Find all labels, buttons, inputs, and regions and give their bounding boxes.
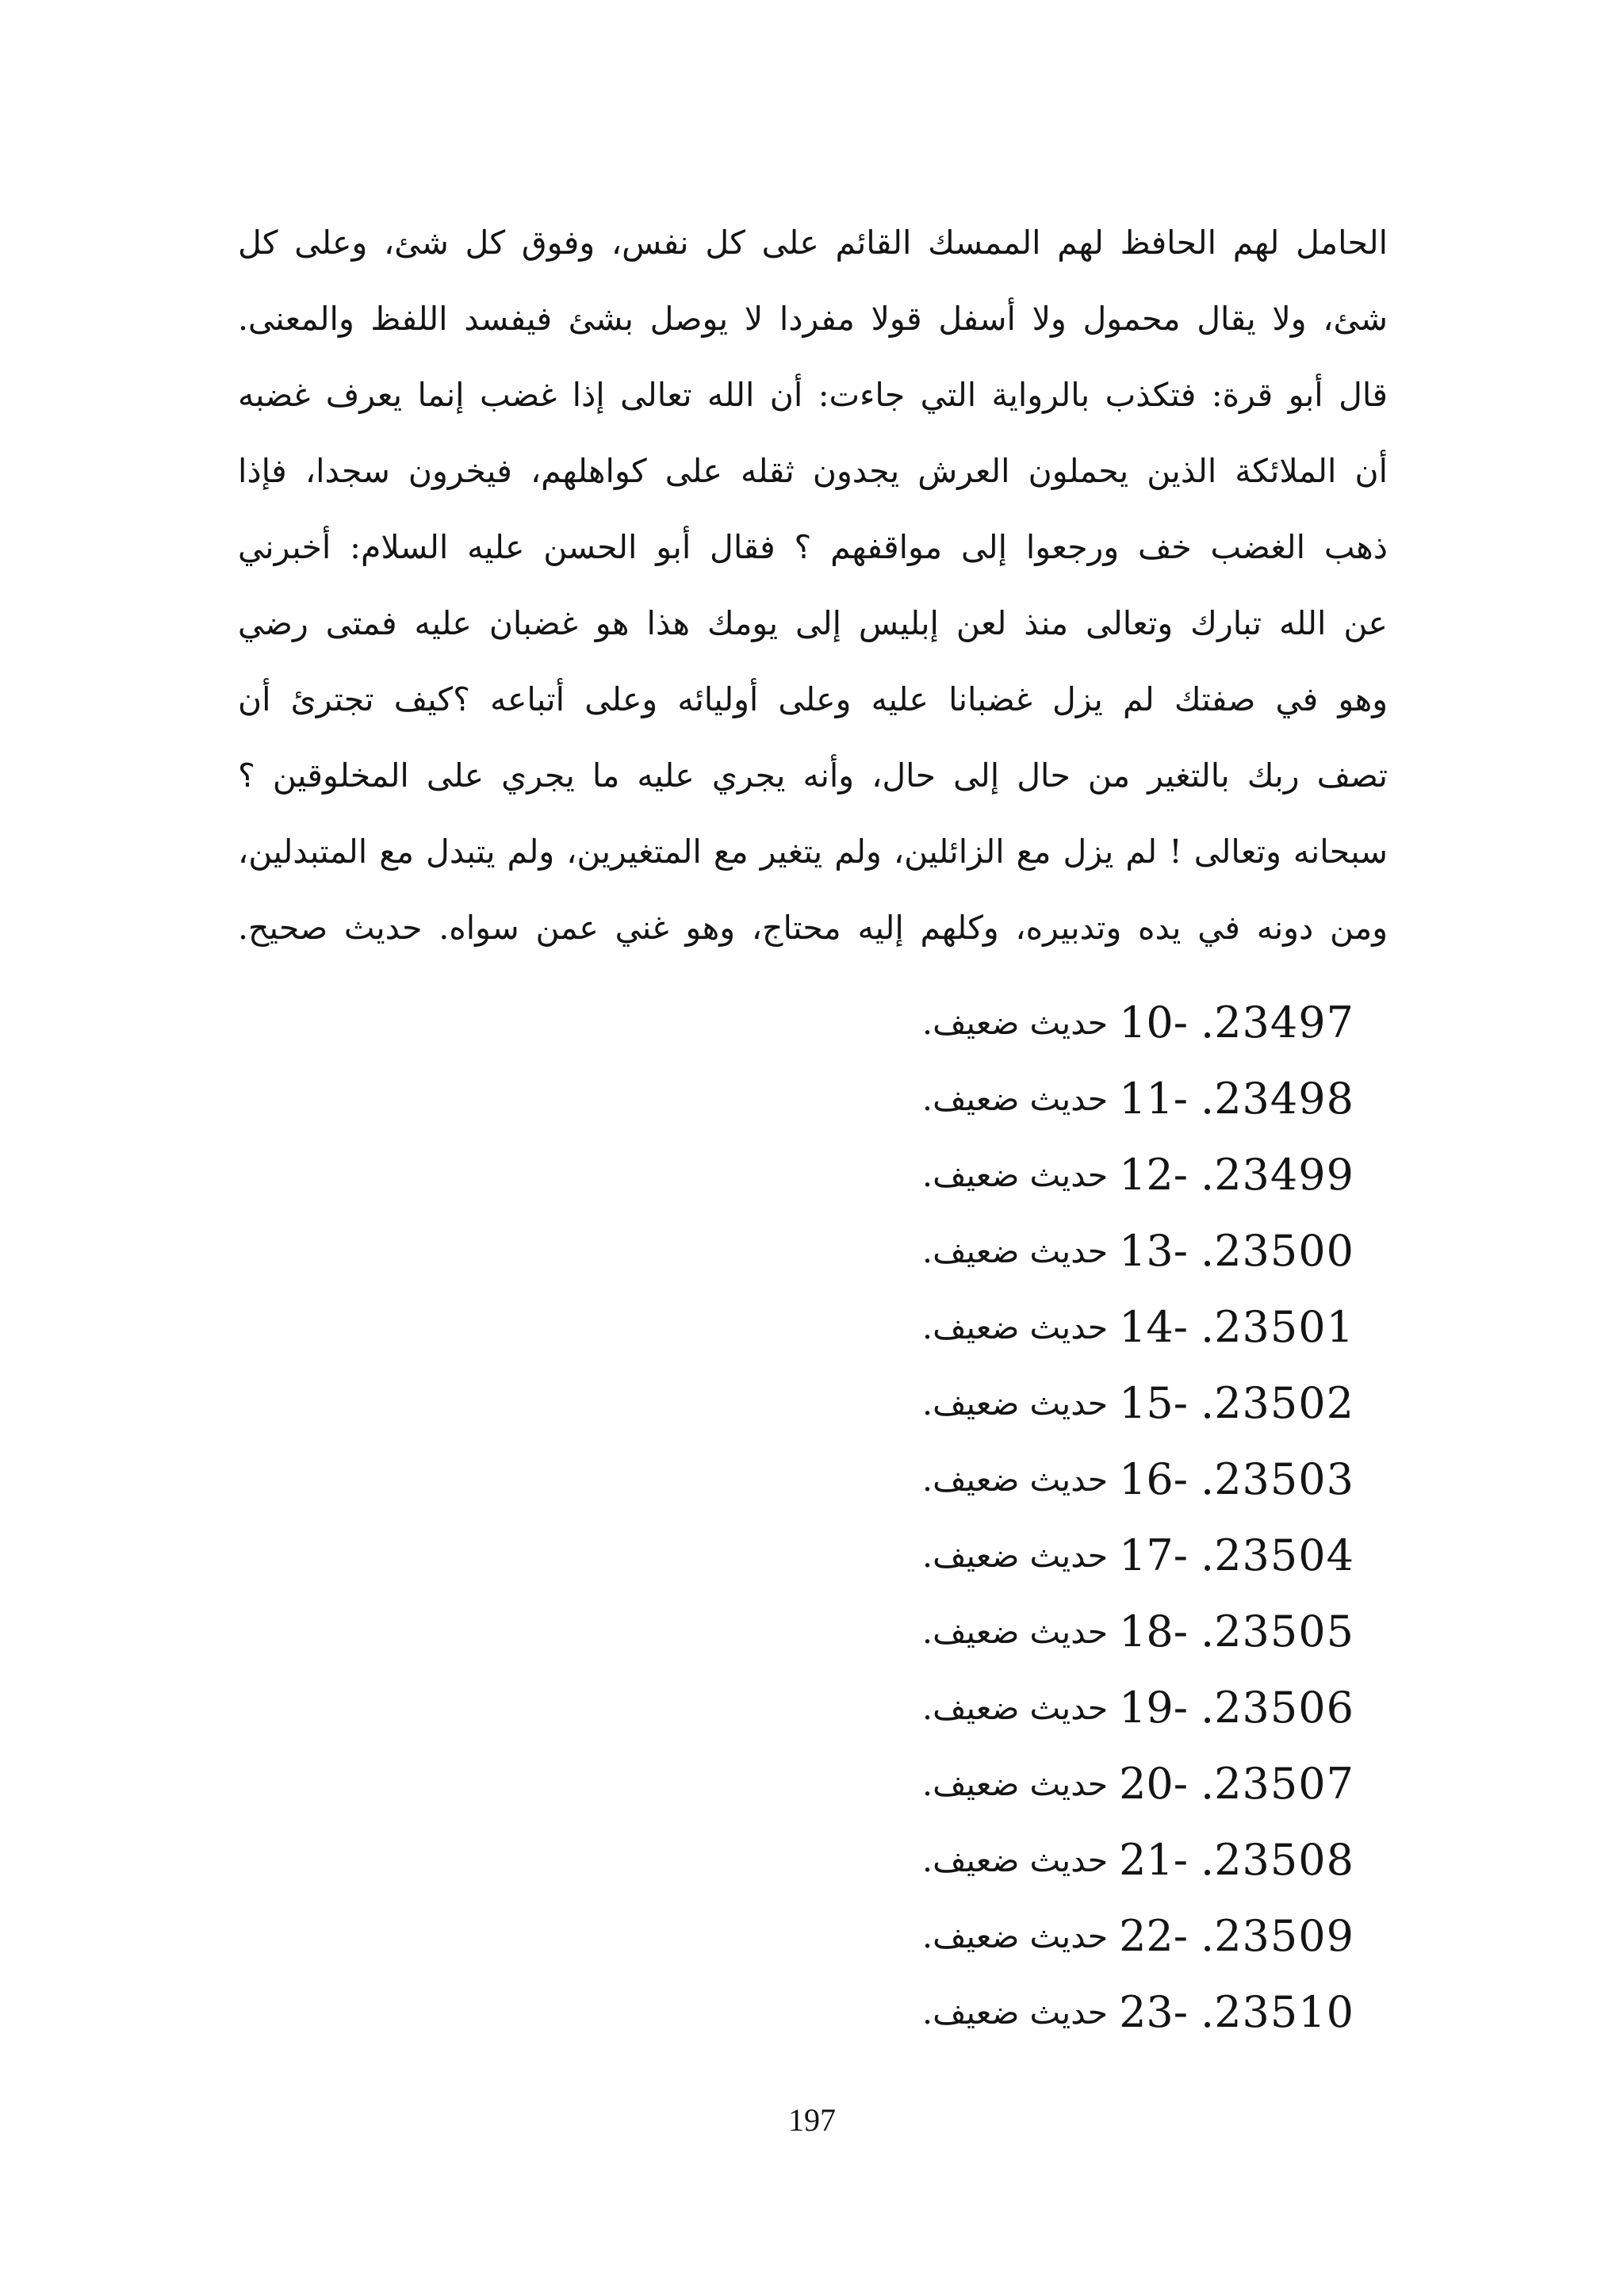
entry-number: 23499: [1214, 1150, 1354, 1200]
hadith-entry-list: [0, 985, 1354, 2051]
entry-grade: حديث ضعيف.: [922, 1689, 1109, 1727]
list-item: [0, 1594, 1354, 1670]
entry-grade: حديث ضعيف.: [922, 1765, 1109, 1803]
entry-grade: حديث ضعيف.: [922, 1156, 1109, 1194]
entry-grade: حديث ضعيف.: [922, 1308, 1109, 1346]
paragraph-line: عن الله تبارك وتعالى منذ لعن إبليس إلى يومك هذا هو غضبان عليه فمتى رضي: [238, 604, 1388, 642]
list-item: [0, 1898, 1354, 1974]
list-item: [0, 1822, 1354, 1898]
entry-separator: .: [1201, 1454, 1215, 1504]
list-item: [0, 1061, 1354, 1137]
entry-number: 23500: [1214, 1226, 1354, 1276]
paragraph-line: وهو في صفتك لم يزل غضبانا عليه وعلى أوليائه وعلى أتباعه ؟كيف تجترئ أن: [238, 680, 1388, 718]
entry-separator: .: [1201, 1074, 1215, 1124]
list-item: [0, 1974, 1354, 2051]
entry-sub-number: 17-: [1119, 1530, 1189, 1580]
entry-sub-number: 22-: [1119, 1911, 1189, 1961]
entry-sub-number: 11-: [1119, 1074, 1189, 1124]
entry-grade: حديث ضعيف.: [922, 1917, 1109, 1955]
entry-separator: .: [1201, 998, 1215, 1047]
paragraph-line: ومن دونه في يده وتدبيره، وكلهم إليه محتاج، وهو غني عمن سواه. حديث صحيح.: [238, 909, 1388, 947]
entry-separator: .: [1201, 1378, 1215, 1428]
entry-number: 23508: [1214, 1835, 1354, 1885]
page-number: 197: [788, 2102, 836, 2138]
entry-grade: حديث ضعيف.: [922, 1537, 1109, 1575]
entry-grade: حديث ضعيف.: [922, 1841, 1109, 1879]
list-item: [0, 1365, 1354, 1442]
entry-sub-number: 14-: [1119, 1302, 1189, 1352]
entry-separator: .: [1201, 1302, 1215, 1352]
list-item: [0, 1137, 1354, 1213]
paragraph-line: قال أبو قرة: فتكذب بالرواية التي جاءت: أن الله تعالى إذا غضب إنما يعرف غضبه: [238, 376, 1388, 414]
entry-sub-number: 12-: [1119, 1150, 1189, 1200]
entry-number: 23501: [1214, 1302, 1354, 1352]
entry-number: 23504: [1214, 1530, 1354, 1580]
hadith-paragraph: [238, 205, 1388, 966]
entry-number: 23498: [1214, 1074, 1354, 1124]
entry-sub-number: 20-: [1119, 1759, 1189, 1809]
entry-grade: حديث ضعيف.: [922, 1613, 1109, 1651]
entry-separator: .: [1201, 1759, 1215, 1809]
entry-separator: .: [1201, 1683, 1215, 1733]
list-item: [0, 1289, 1354, 1365]
entry-grade: حديث ضعيف.: [922, 1232, 1109, 1270]
list-item: [0, 1670, 1354, 1746]
list-item: [0, 1442, 1354, 1518]
entry-sub-number: 19-: [1119, 1683, 1189, 1733]
entry-separator: .: [1201, 1150, 1215, 1200]
entry-separator: .: [1201, 1911, 1215, 1961]
paragraph-line: الحامل لهم الحافظ لهم الممسك القائم على كل نفس، وفوق كل شئ، وعلى كل: [238, 224, 1388, 262]
entry-separator: .: [1201, 1835, 1215, 1885]
paragraph-line: ذهب الغضب خف ورجعوا إلى مواقفهم ؟ فقال أبو الحسن عليه السلام: أخبرني: [238, 528, 1388, 566]
entry-sub-number: 15-: [1119, 1378, 1189, 1428]
entry-sub-number: 13-: [1119, 1226, 1189, 1276]
entry-grade: حديث ضعيف.: [922, 1004, 1109, 1042]
paragraph-line: سبحانه وتعالى ! لم يزل مع الزائلين، ولم يتغير مع المتغيرين، ولم يتبدل مع المتبدلين،: [238, 833, 1388, 871]
paragraph-line: تصف ربك بالتغير من حال إلى حال، وأنه يجري عليه ما يجري على المخلوقين ؟: [238, 756, 1388, 795]
entry-number: 23509: [1214, 1911, 1354, 1961]
entry-number: 23497: [1214, 998, 1354, 1047]
entry-separator: .: [1201, 1607, 1215, 1656]
entry-sub-number: 16-: [1119, 1454, 1189, 1504]
entry-sub-number: 10-: [1119, 998, 1189, 1047]
entry-number: 23507: [1214, 1759, 1354, 1809]
entry-grade: حديث ضعيف.: [922, 1993, 1109, 2032]
entry-separator: .: [1201, 1530, 1215, 1580]
entry-number: 23510: [1214, 1987, 1354, 2037]
paragraph-line: أن الملائكة الذين يحملون العرش يجدون ثقله على كواهلهم، فيخرون سجدا، فإذا: [238, 452, 1388, 490]
entry-number: 23506: [1214, 1683, 1354, 1733]
list-item: [0, 985, 1354, 1061]
entry-number: 23503: [1214, 1454, 1354, 1504]
entry-separator: .: [1201, 1226, 1215, 1276]
entry-number: 23502: [1214, 1378, 1354, 1428]
list-item: [0, 1746, 1354, 1822]
paragraph-line: شئ، ولا يقال محمول ولا أسفل قولا مفردا لا يوصل بشئ فيفسد اللفظ والمعنى.: [238, 300, 1388, 338]
entry-separator: .: [1201, 1987, 1215, 2037]
entry-grade: حديث ضعيف.: [922, 1384, 1109, 1423]
entry-sub-number: 21-: [1119, 1835, 1189, 1885]
list-item: [0, 1213, 1354, 1289]
entry-sub-number: 23-: [1119, 1987, 1189, 2037]
entry-sub-number: 18-: [1119, 1607, 1189, 1656]
entry-number: 23505: [1214, 1607, 1354, 1656]
list-item: [0, 1518, 1354, 1594]
entry-grade: حديث ضعيف.: [922, 1461, 1109, 1499]
entry-grade: حديث ضعيف.: [922, 1080, 1109, 1118]
